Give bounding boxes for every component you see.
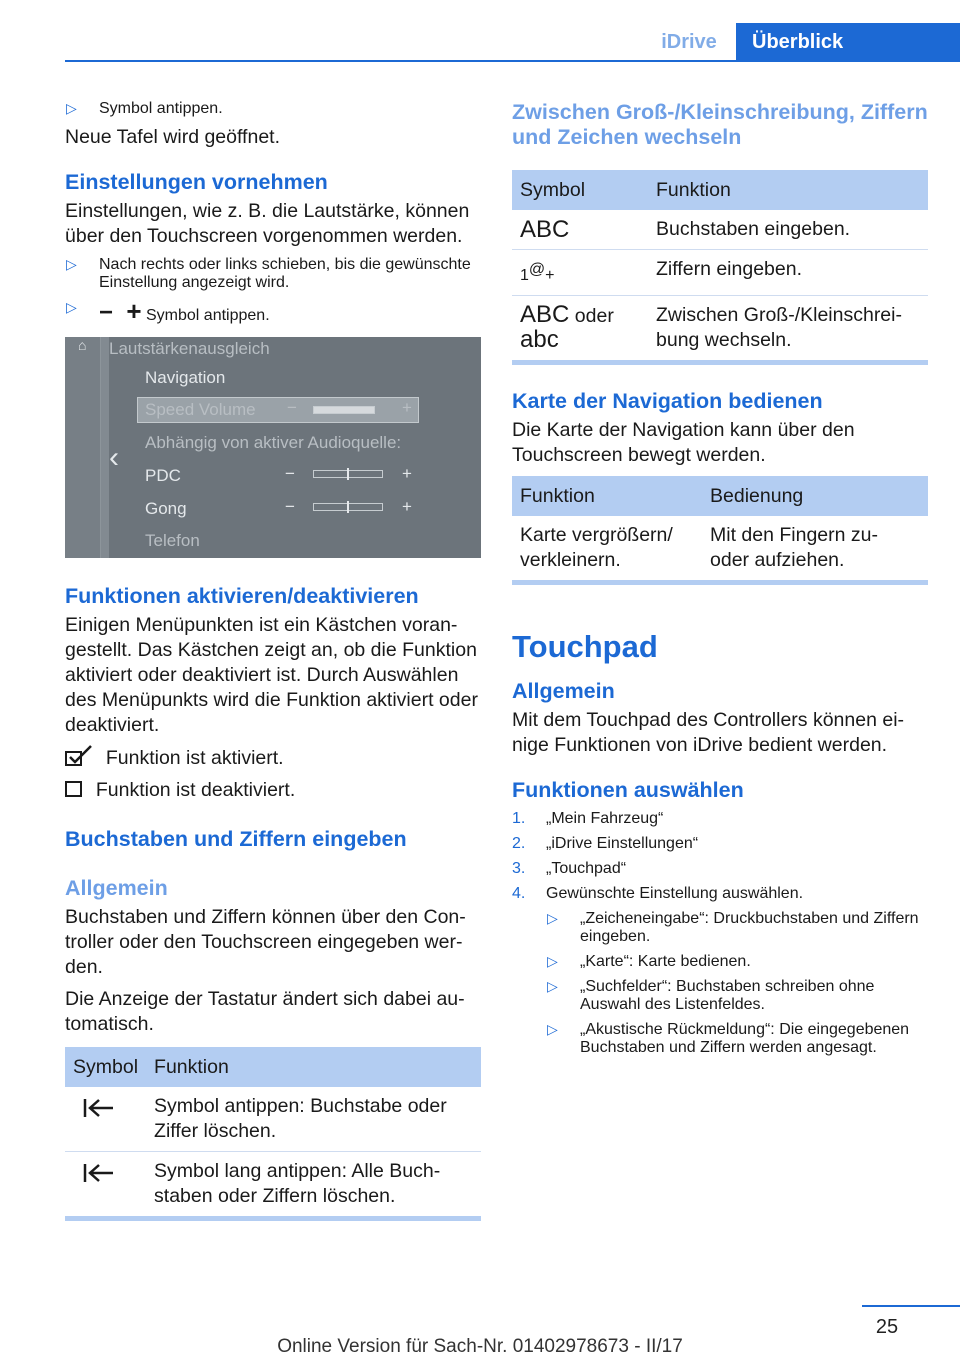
screen-row-pdc: PDC: [145, 466, 181, 485]
screen-plus: +: [402, 497, 412, 516]
heading-allgemein: Allgemein: [512, 679, 615, 703]
paragraph: Buchstaben und Ziffern können über den Controller oder den Touchscreen eingegeben werden.: [65, 906, 466, 978]
paragraph: Einstellungen, wie z. B. die Lautstärke, können über den Touchscreen vorgenommen werden.: [65, 200, 470, 247]
table-header: Symbol: [65, 1047, 146, 1087]
paragraph: Die Karte der Navigation kann über den Touchscreen bewegt werden.: [512, 419, 855, 466]
list-item: 4. Gewünschte Einstellung auswählen.: [512, 885, 804, 902]
screen-row-navigation: Navigation: [145, 368, 226, 387]
header-section: iDrive: [661, 31, 717, 53]
bullet-item: ▷ − + Symbol antippen.: [66, 296, 270, 326]
bullet-icon: ▷: [547, 1021, 558, 1037]
screen-row-speed-volume: Speed Volume: [145, 400, 256, 419]
settings-screen-image: [65, 337, 481, 558]
table-header: Bedienung: [702, 476, 928, 516]
table-header: Funktion: [648, 170, 928, 210]
table-end-rule: [65, 1216, 481, 1221]
paragraph: Mit dem Touchpad des Controllers können einige Funktionen von iDrive bedient werden.: [512, 709, 905, 756]
screen-minus: −: [285, 464, 295, 483]
list-item: 3. „Touchpad“: [512, 860, 627, 877]
table-cell: Ziffern eingeben.: [648, 250, 928, 296]
screen-plus: +: [402, 464, 412, 483]
page-number: 25: [875, 1316, 899, 1338]
online-version-note: Online Version für Sach-Nr. 01402978673 - II/17: [277, 1336, 683, 1357]
backspace-icon: [83, 1162, 115, 1184]
bullet-icon: ▷: [66, 299, 77, 315]
heading-einstellungen: Einstellungen vornehmen: [65, 170, 328, 194]
checkbox-empty-icon: [65, 780, 85, 798]
screen-plus: +: [402, 398, 412, 417]
paragraph: Einigen Menüpunkten ist ein Kästchen vorangestellt. Das Kästchen zeigt an, ob die Funktion aktiviert oder deaktiviert ist. Durch Auswählen des Menüpunkts wird die Funktion aktiviert oder deaktiviert.: [65, 614, 478, 736]
table-row: ABC oder abc Zwischen Groß-/Kleinschreibung wechseln.: [512, 296, 928, 361]
checkbox-off-line: Funktion ist deaktiviert.: [65, 778, 481, 803]
table-cell: Karte vergrößern/ verkleinern.: [520, 524, 673, 571]
bullet-icon: ▷: [547, 953, 558, 969]
screen-minus: −: [285, 497, 295, 516]
table-row: [65, 1087, 481, 1152]
case-table: [512, 170, 928, 360]
screen-title: Lautstärkenausgleich: [109, 339, 270, 358]
abc-upper-icon: ABC: [512, 210, 648, 250]
paragraph: Die Anzeige der Tastatur ändert sich dabei automatisch.: [65, 988, 465, 1035]
left-column: [65, 100, 481, 1221]
table-cell: Buchstaben eingeben.: [648, 210, 928, 250]
table-header: Funktion: [512, 476, 702, 516]
heading-touchpad: Touchpad: [512, 629, 658, 664]
abc-lower-icon: abc: [520, 326, 559, 353]
bullet-item: ▷ Symbol antippen.: [66, 100, 223, 117]
heading-karte: Karte der Navigation bedienen: [512, 389, 823, 413]
screen-minus: −: [287, 398, 297, 417]
bullet-icon: ▷: [66, 100, 77, 116]
heading-buchstaben: Buchstaben und Ziffern eingeben: [65, 827, 407, 851]
bullet-icon: ▷: [547, 978, 558, 994]
heading-funktionen: Funktionen aktivieren/deaktivieren: [65, 584, 419, 608]
list-item: 1. „Mein Fahrzeug“: [512, 810, 664, 827]
table-header: Symbol: [512, 170, 648, 210]
table-row: [512, 250, 928, 296]
heading-allgemein: Allgemein: [65, 876, 168, 900]
screen-row-telefon: Telefon: [145, 531, 200, 550]
backspace-icon: [83, 1097, 115, 1119]
symbol-table: [65, 1047, 481, 1216]
digits-symbol-icon: 1@+: [512, 250, 648, 296]
bullet-icon: ▷: [547, 910, 558, 926]
home-icon: ⌂: [78, 337, 87, 353]
paragraph: Neue Tafel wird geöffnet.: [65, 126, 281, 148]
bullet-item: ▷ „Karte“: Karte bedienen.: [547, 953, 751, 970]
bullet-item: ▷ „Akustische Rückmeldung“: Die eingegebenen Buchstaben und Ziffern werden angesagt.: [547, 1021, 910, 1056]
table-cell: Symbol antippen: Buchstabe oder Ziffer löschen.: [146, 1087, 481, 1152]
table-cell: Symbol lang antippen: Alle Buchstaben oder Ziffern löschen.: [154, 1160, 441, 1207]
table-row: [512, 516, 928, 580]
heading-auswaehlen: Funktionen auswählen: [512, 778, 744, 802]
right-column: [512, 100, 928, 1064]
bullet-item: ▷ „Suchfelder“: Buchstaben schreiben ohne Auswahl des Listenfeldes.: [547, 978, 875, 1013]
table-end-rule: [512, 360, 928, 365]
table-header: Funktion: [146, 1047, 481, 1087]
screen-row-abhaengig: Abhängig von aktiver Audioquelle:: [145, 433, 402, 452]
screen-row-gong: Gong: [145, 499, 187, 518]
table-row: [65, 1152, 481, 1217]
minus-icon: −: [99, 299, 114, 326]
checkbox-checked-icon: [65, 745, 95, 767]
header-tab: Überblick: [736, 23, 960, 62]
abc-upper-icon: ABC: [520, 301, 570, 328]
bullet-item: ▷ „Zeicheneingabe“: Druckbuchstaben und Ziffern eingeben.: [547, 910, 919, 945]
table-cell: Mit den Fingern zu- oder aufziehen.: [710, 524, 878, 571]
screen-sidebar: [65, 337, 101, 558]
bullet-icon: ▷: [66, 256, 77, 272]
map-table: [512, 476, 928, 580]
back-chevron-icon: ‹: [109, 441, 119, 474]
checkbox-on-line: Funktion ist aktiviert.: [65, 745, 481, 771]
table-cell: Zwischen Groß-/Kleinschreibung wechseln.: [656, 304, 902, 351]
sub-list: [546, 910, 928, 1057]
table-row: [512, 210, 928, 250]
heading-wechseln: Zwischen Groß-/Kleinschreibung, Ziffern und Zeichen wechseln: [512, 100, 928, 149]
table-end-rule: [512, 580, 928, 585]
bullet-item: ▷ Nach rechts oder links schieben, bis die gewünschte Einstellung angezeigt wird.: [66, 256, 471, 291]
plus-icon: +: [126, 296, 142, 326]
list-item: 2. „iDrive Einstellungen“: [512, 835, 699, 852]
footer-rule: [862, 1305, 960, 1307]
